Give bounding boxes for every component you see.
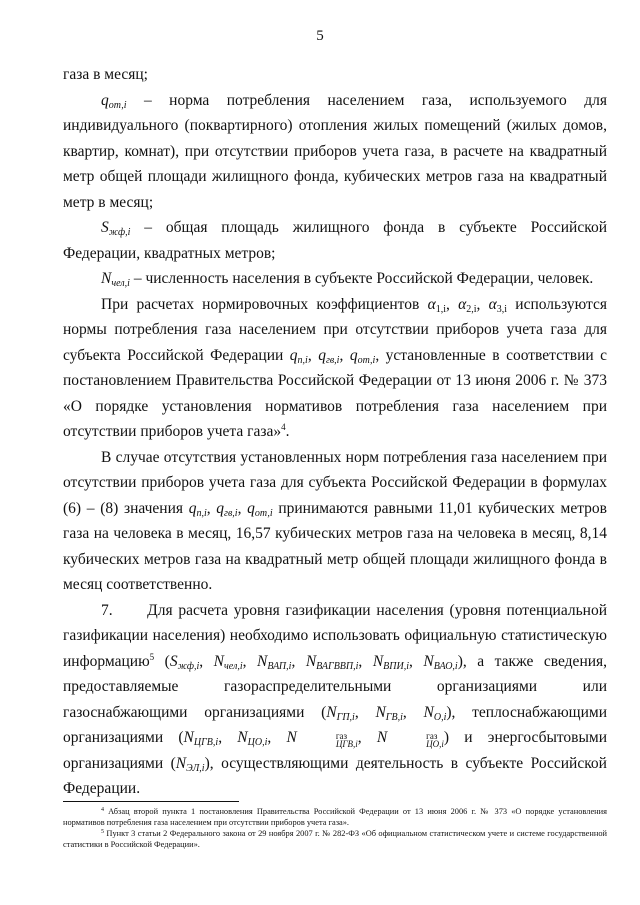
paragraph-s-zhf: $S_{жф,i}$ – общая площадь жилищного фонда в субъекте Российской Федерации, квадратных метров; — [63, 219, 607, 262]
footnote-ref-5: 5 — [149, 651, 155, 662]
footnote-ref-4: 4 — [281, 422, 286, 432]
page-number: 5 — [316, 28, 324, 44]
paragraph-n-chel: $N_{чел,i}$ – численность населения в субъекте Российской Федерации, человек. — [101, 270, 594, 289]
footnote-5: $^5$ Пункт 3 статьи 2 Федерального закона от 29 ноября 2007 г. № 282-ФЗ «Об официальном статистическом учете и системе государственной статистики в Российской Федерации». — [63, 829, 607, 849]
paragraph-coefficients: При расчетах нормировочных коэффициентов $\alpha_{1,i}$, $\alpha_{2,i}$, $\alpha_{3,i}$ используются нормы потребления газа населением при отсутствии приборов учета газа для субъекта Российской Федерации $q_{п,i}$, $q_{гв,i}$, $q_{от,i}$, установленные в соответствии с постановлением Правительства Российской Федерации от 13 июня 2006 г. № 373 «О порядке установления нормативов потребления газа населением при отсутствии приборов учета газа»$^4$. — [63, 295, 608, 440]
footnotes — [63, 806, 607, 850]
paragraph-q-ot: $q_{от,i}$ – норма потребления населением газа, используемого для индивидуального (поквартирного) отопления жилых помещений (жилых домов, квартир, комнат), при отсутствии приборов учета газа, в расчете на квадратный метр общей площади жилищного фонда, кубических метров газа на квадратный метр в месяц; — [63, 91, 607, 211]
footnote-4: $^4$ Абзац второй пункта 1 постановления Правительства Российской Федерации от 13 июня 2006 г. № 373 «О порядке установления нормативов потребления газа населением при отсутствии приборов учета газа». — [63, 807, 607, 827]
footnote-separator — [63, 801, 239, 802]
paragraph-default-norms: В случае отсутствия установленных норм потребления газа населением при отсутствии приборов учета газа для субъекта Российской Федерации в формулах (6) – (8) значения $q_{п,i}$, $q_{гв,i}$, $q_{от,i}$ принимаются равными 11,01 кубических метров газа на человека в месяц, 16,57 кубических метров газа на человека в месяц, 8,14 кубических метров газа на квадратный метр общей площади жилищного фонда в месяц соответственно. — [63, 448, 608, 593]
paragraph-1: газа в месяц; — [63, 66, 148, 83]
paragraph-item-7: 7. Для расчета уровня газификации населения (уровня потенциальной газификации населения) необходимо использовать официальную статистическую информацию$^5$ ($S_{жф,i}$, $N_{чел,i}$, $N_{ВАП,i}$, $N_{ВАГВВП,i}$, $N_{ВПИ,i}$, $N_{ВАО,i}$), а также сведения, предоставляемые газораспределительными организациями или газоснабжающими организациями ($N_{ГП,i}$, $N_{ГВ,i}$, $N_{О,i}$), теплоснабжающими организациями ($N_{ЦГВ,i}$, $N_{ЦО,i}$, N газ ЦГВ,i , N газ ЦО,i ) и энергосбытовыми организациями $(N_{ЭЛ,i})$, осуществляющими деятельность в субъекте Российской Федерации. — [63, 601, 608, 797]
document-body — [63, 62, 607, 802]
